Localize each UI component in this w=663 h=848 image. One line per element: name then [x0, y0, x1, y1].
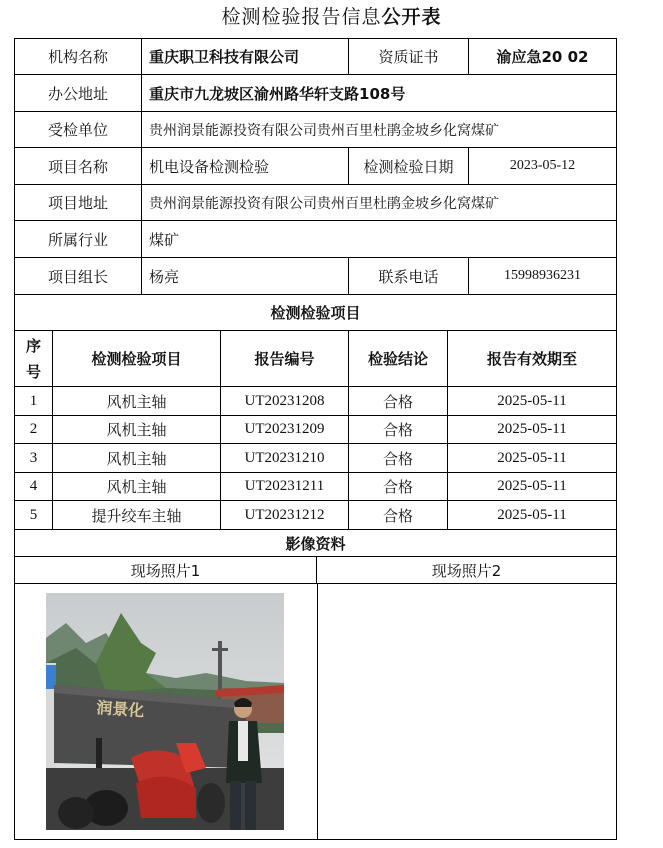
- row-item: 风机主轴: [53, 473, 221, 500]
- row-valid: 2025-05-11: [497, 478, 567, 494]
- header-report: 报告编号: [221, 331, 349, 386]
- row-report: UT20231209: [221, 416, 349, 443]
- address-value: 重庆市九龙坡区渝州路华轩支路108号: [149, 84, 406, 103]
- phone-label: 联系电话: [349, 258, 469, 294]
- row-item: 风机主轴: [53, 387, 221, 415]
- project-label: 项目名称: [15, 148, 142, 184]
- date-label: 检测检验日期: [349, 148, 469, 184]
- row-report: UT20231210: [221, 444, 349, 472]
- row-seq: 1: [15, 387, 53, 415]
- header-item: 检测检验项目: [53, 331, 221, 386]
- row-address: [15, 75, 616, 112]
- photo-divider: [317, 584, 318, 839]
- cert-value: 渝应急20 02: [496, 48, 589, 66]
- photo2-label: 现场照片2: [431, 561, 502, 580]
- table-row: [15, 501, 616, 530]
- row-seq: 3: [15, 444, 53, 472]
- row-report: UT20231208: [221, 387, 349, 415]
- row-valid: 2025-05-11: [497, 421, 567, 437]
- page-title: 检测检验报告信息公开表: [221, 6, 442, 28]
- header-result: 检验结论: [349, 331, 448, 386]
- org-value: 重庆职卫科技有限公司: [142, 39, 349, 74]
- date-value: 2023-05-12: [509, 158, 576, 173]
- row-site: [15, 185, 616, 221]
- table-row: [15, 387, 616, 416]
- row-item: 提升绞车主轴: [53, 501, 221, 529]
- row-org: [15, 39, 616, 75]
- project-value: 机电设备检测检验: [142, 148, 349, 184]
- images-heading-text: 影像资料: [285, 534, 346, 553]
- row-item: 风机主轴: [53, 416, 221, 443]
- org-label: 机构名称: [15, 39, 142, 74]
- inspected-value: 贵州润景能源投资有限公司贵州百里杜鹃金坡乡化窝煤矿: [149, 122, 499, 139]
- row-item: 风机主轴: [53, 444, 221, 472]
- photo1-label: 现场照片1: [15, 557, 317, 583]
- disclosure-table: [14, 38, 617, 840]
- row-result: 合格: [349, 416, 448, 443]
- row-project: [15, 148, 616, 185]
- industry-value: 煤矿: [149, 230, 180, 249]
- row-result: 合格: [349, 387, 448, 415]
- row-valid: 2025-05-11: [497, 506, 567, 523]
- row-result: 合格: [349, 444, 448, 472]
- header-valid: 报告有效期至: [486, 350, 577, 368]
- cert-label: 资质证书: [349, 39, 469, 74]
- row-report: UT20231212: [221, 501, 349, 529]
- table-row: [15, 473, 616, 501]
- header-seq: 序号: [15, 331, 53, 386]
- photo-labels-row: [15, 557, 616, 584]
- row-result: 合格: [349, 501, 448, 529]
- leader-value: 杨亮: [142, 258, 349, 294]
- items-header-row: [15, 331, 616, 387]
- table-row: [15, 416, 616, 444]
- site-label: 项目地址: [15, 185, 142, 220]
- images-section-heading: [15, 530, 616, 557]
- site-value: 贵州润景能源投资有限公司贵州百里杜鹃金坡乡化窝煤矿: [149, 195, 499, 212]
- row-valid: 2025-05-11: [497, 392, 567, 409]
- items-section-heading: [15, 295, 616, 331]
- industry-label: 所属行业: [15, 221, 142, 257]
- row-leader: [15, 258, 616, 295]
- row-seq: 2: [15, 416, 53, 443]
- phone-value: 15998936231: [504, 268, 581, 283]
- site-photo-1: [46, 593, 284, 830]
- row-seq: 5: [15, 501, 53, 529]
- sign-lettering: 润景化: [95, 698, 145, 721]
- row-inspected-unit: [15, 112, 616, 148]
- row-valid: 2025-05-11: [497, 449, 567, 466]
- row-industry: [15, 221, 616, 258]
- table-row: [15, 444, 616, 473]
- address-label: 办公地址: [15, 75, 142, 111]
- row-result: 合格: [349, 473, 448, 500]
- row-report: UT20231211: [221, 473, 349, 500]
- leader-label: 项目组长: [15, 258, 142, 294]
- items-heading-text: 检测检验项目: [270, 304, 361, 322]
- row-seq: 4: [15, 473, 53, 500]
- inspected-label: 受检单位: [15, 112, 142, 147]
